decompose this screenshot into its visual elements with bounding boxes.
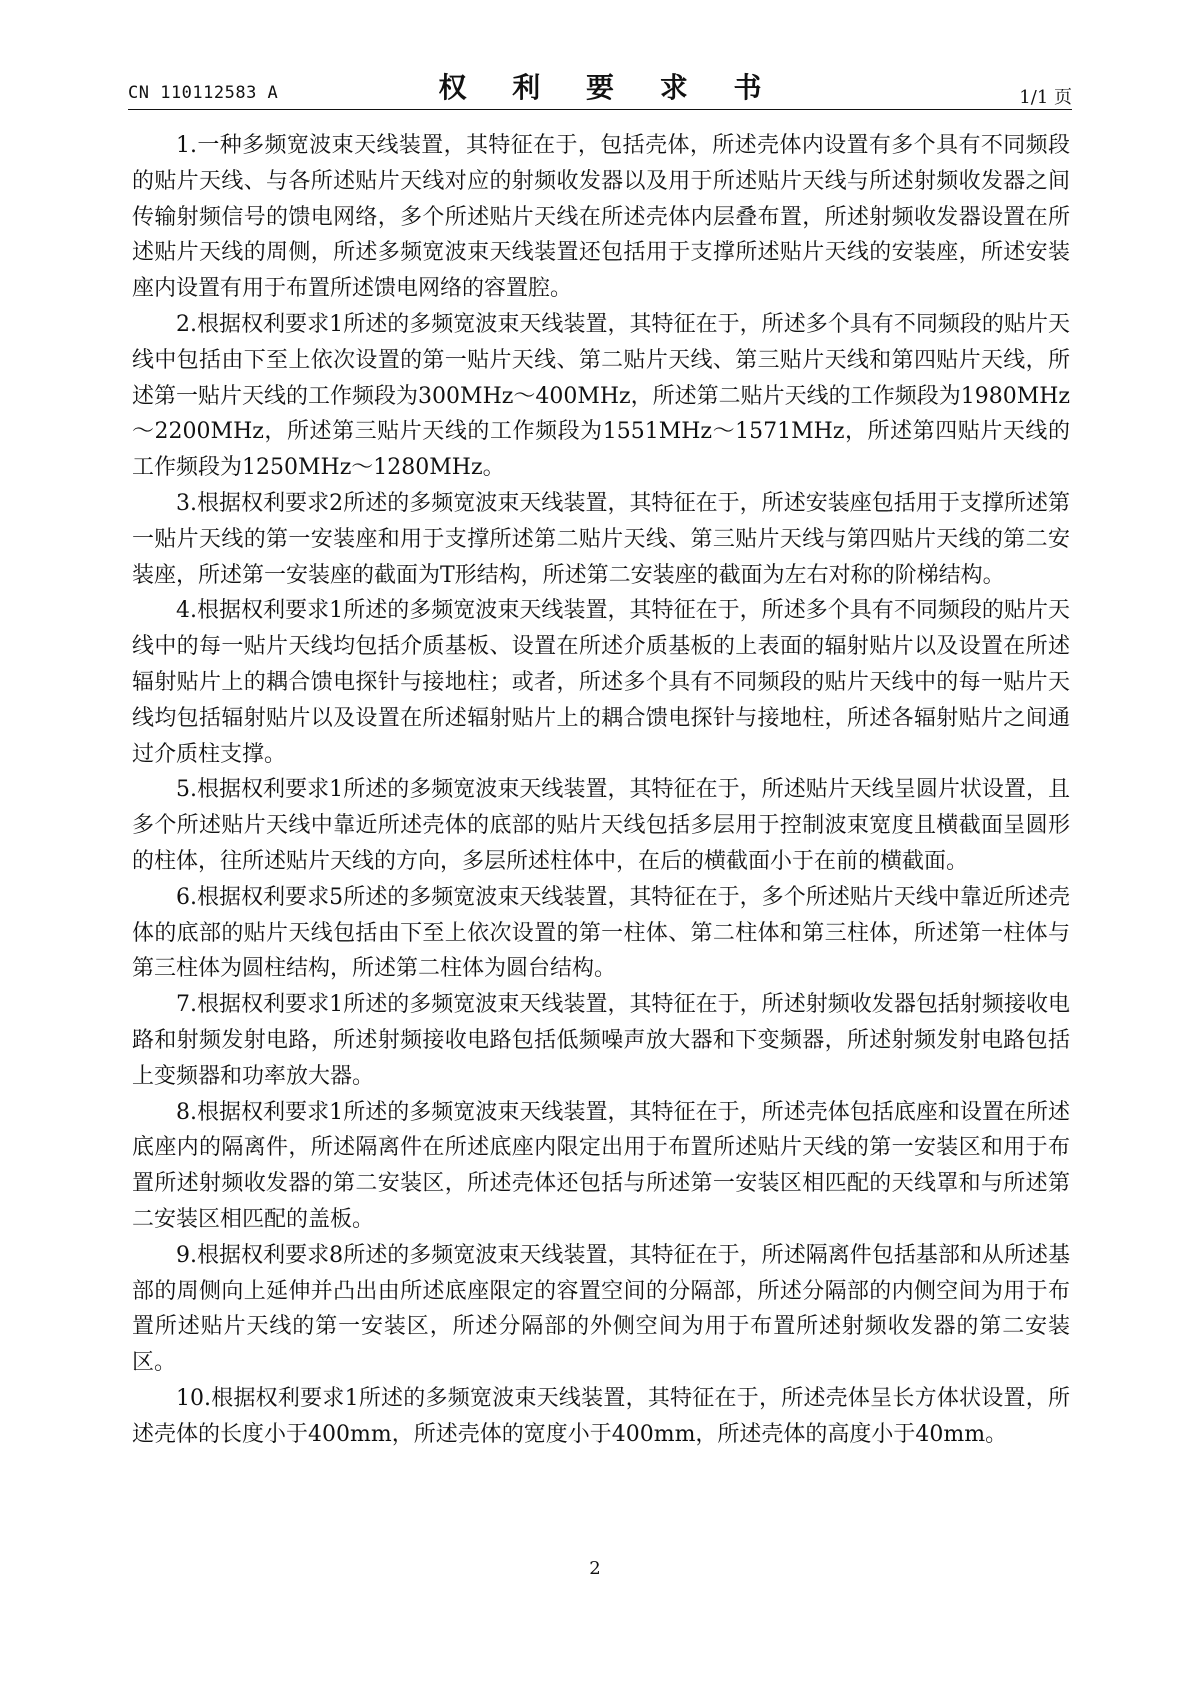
claim-1: 1.一种多频宽波束天线装置，其特征在于，包括壳体，所述壳体内设置有多个具有不同频段的贴片天线、与各所述贴片天线对应的射频收发器以及用于所述贴片天线与所述射频收发器之间传输射频信号的馈电网络，多个所述贴片天线在所述壳体内层叠布置，所述射频收发器设置在所述贴片天线的周侧，所述多频宽波束天线装置还包括用于支撑所述贴片天线的安装座，所述安装座内设置有用于布置所述馈电网络的容置腔。 [132,133,1070,302]
claim-2: 2.根据权利要求1所述的多频宽波束天线装置，其特征在于，所述多个具有不同频段的贴片天线中包括由下至上依次设置的第一贴片天线、第二贴片天线、第三贴片天线和第四贴片天线，所述第一贴片天线的工作频段为300MHz～400MHz，所述第二贴片天线的工作频段为1980MHz～2200MHz，所述第三贴片天线的工作频段为1551MHz～1571MHz，所述第四贴片天线的工作频段为1250MHz～1280MHz。 [132,311,1070,481]
claim-3: 3.根据权利要求2所述的多频宽波束天线装置，其特征在于，所述安装座包括用于支撑所述第一贴片天线的第一安装座和用于支撑所述第二贴片天线、第三贴片天线与第四贴片天线的第二安装座，所述第一安装座的截面为T形结构，所述第二安装座的截面为左右对称的阶梯结构。 [132,490,1070,588]
page-indicator: 1/1 页 [1019,87,1072,108]
claim-4: 4.根据权利要求1所述的多频宽波束天线装置，其特征在于，所述多个具有不同频段的贴片天线中的每一贴片天线均包括介质基板、设置在所述介质基板的上表面的辐射贴片以及设置在所述辐射贴片上的耦合馈电探针与接地柱；或者，所述多个具有不同频段的贴片天线中的每一贴片天线均包括辐射贴片以及设置在所述辐射贴片上的耦合馈电探针与接地柱，所述各辐射贴片之间通过介质柱支撑。 [132,598,1070,767]
page-header [128,66,1072,108]
header-rule [128,109,1072,110]
claim-10: 10.根据权利要求1所述的多频宽波束天线装置，其特征在于，所述壳体呈长方体状设置，所述壳体的长度小于400mm，所述壳体的宽度小于400mm，所述壳体的高度小于40mm。 [132,1385,1070,1447]
claim-6: 6.根据权利要求5所述的多频宽波束天线装置，其特征在于，多个所述贴片天线中靠近所述壳体的底部的贴片天线包括由下至上依次设置的第一柱体、第二柱体和第三柱体，所述第一柱体与第三柱体为圆柱结构，所述第二柱体为圆台结构。 [132,884,1070,982]
claims-body [132,128,1070,1452]
publication-number: CN 110112583 A [128,83,279,103]
page-number: 2 [589,1558,601,1579]
claim-7: 7.根据权利要求1所述的多频宽波束天线装置，其特征在于，所述射频收发器包括射频接收电路和射频发射电路，所述射频接收电路包括低频噪声放大器和下变频器，所述射频发射电路包括上变频器和功率放大器。 [132,992,1070,1089]
claim-5: 5.根据权利要求1所述的多频宽波束天线装置，其特征在于，所述贴片天线呈圆片状设置，且多个所述贴片天线中靠近所述壳体的底部的贴片天线包括多层用于控制波束宽度且横截面呈圆形的柱体，往所述贴片天线的方向，多层所述柱体中，在后的横截面小于在前的横截面。 [132,777,1070,874]
document-title: 权 利 要 求 书 [438,71,780,104]
claim-8: 8.根据权利要求1所述的多频宽波束天线装置，其特征在于，所述壳体包括底座和设置在所述底座内的隔离件，所述隔离件在所述底座内限定出用于布置所述贴片天线的第一安装区和用于布置所述射频收发器的第二安装区，所述壳体还包括与所述第一安装区相匹配的天线罩和与所述第二安装区相匹配的盖板。 [132,1099,1070,1232]
claim-9: 9.根据权利要求8所述的多频宽波束天线装置，其特征在于，所述隔离件包括基部和从所述基部的周侧向上延伸并凸出由所述底座限定的容置空间的分隔部，所述分隔部的内侧空间为用于布置所述贴片天线的第一安装区，所述分隔部的外侧空间为用于布置所述射频收发器的第二安装区。 [132,1242,1070,1376]
